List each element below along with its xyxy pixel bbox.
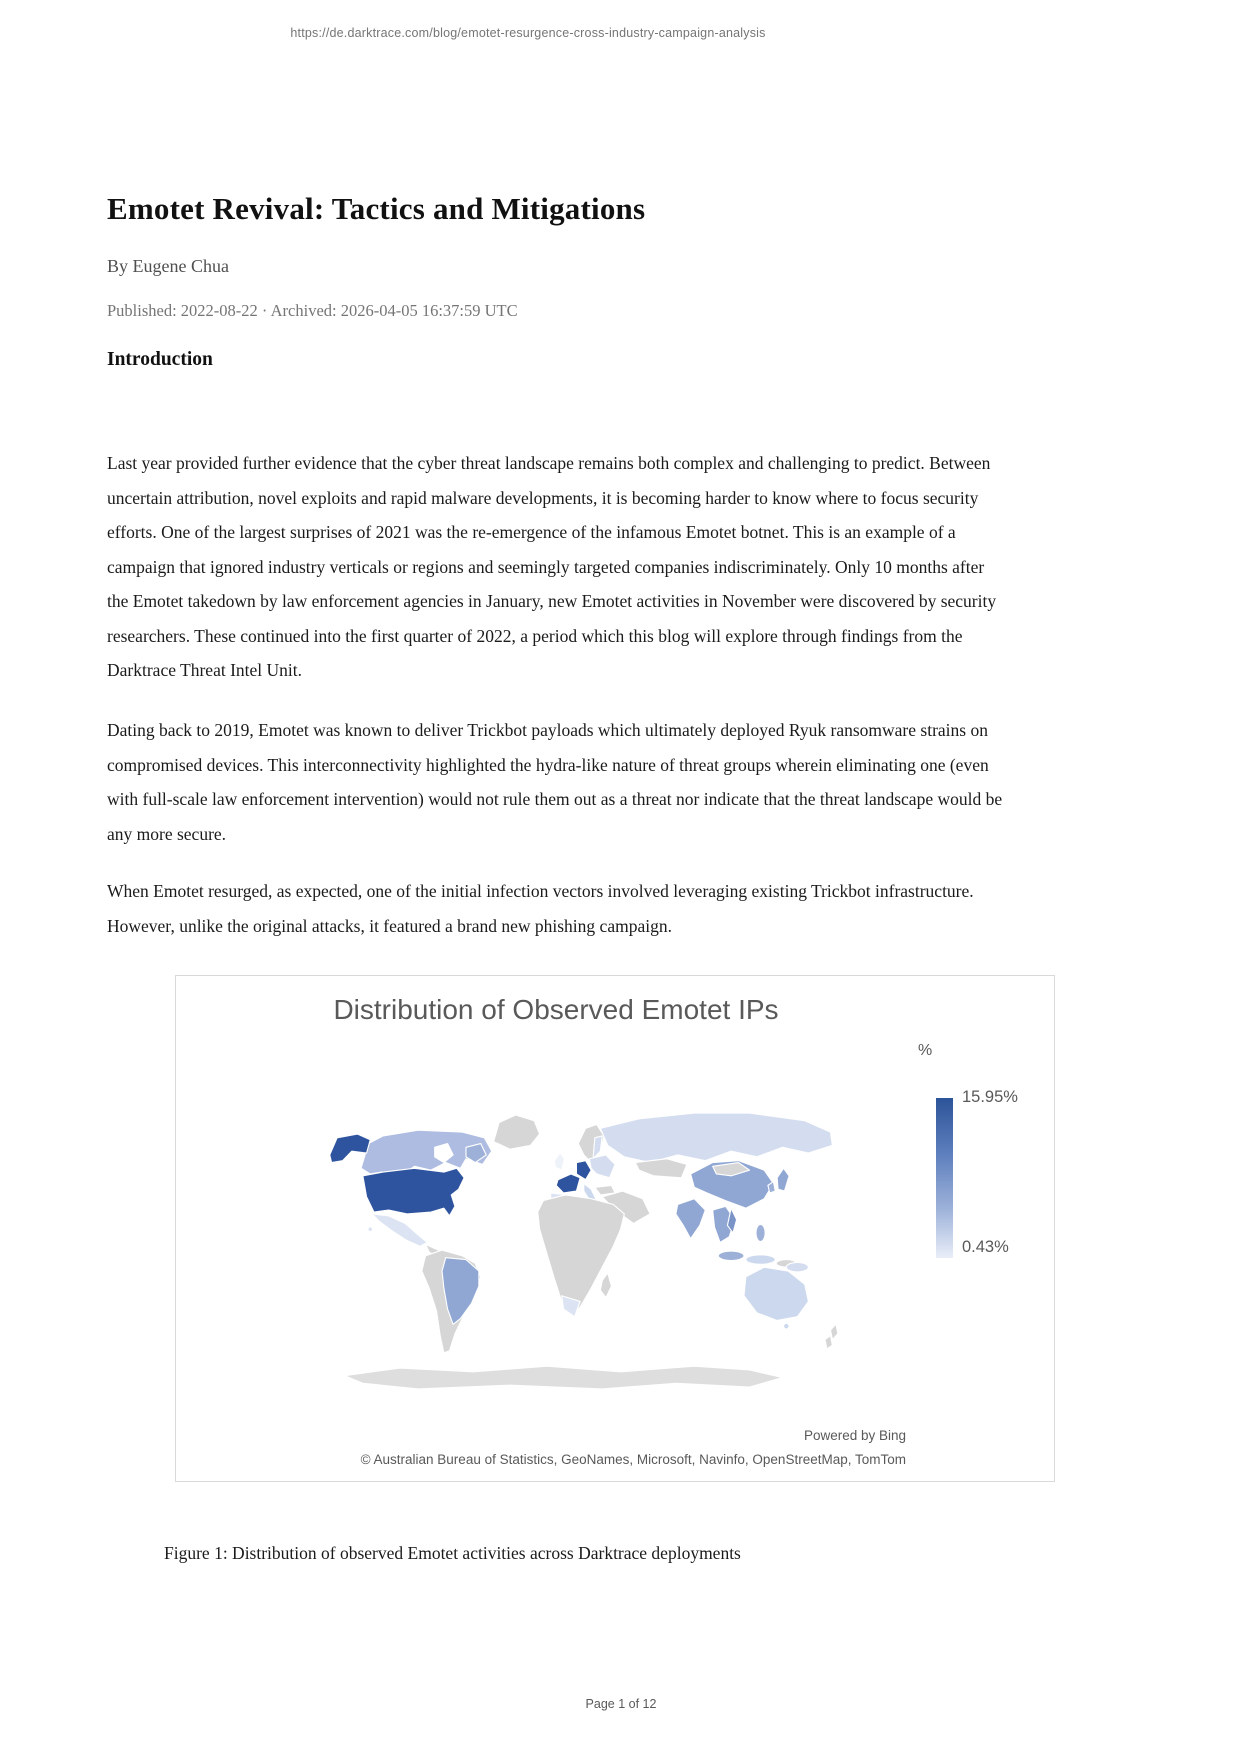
- map-powered-by-bing: Powered by Bing: [803, 1428, 906, 1443]
- print-header-url: https://de.darktrace.com/blog/emotet-resurgence-cross-industry-campaign-analysis: [290, 26, 766, 40]
- figure-emotet-ip-map: [175, 975, 1055, 1482]
- map-region-russia: [600, 1113, 832, 1162]
- map-region-uk: [554, 1153, 564, 1170]
- legend-min-label: 0.43%: [962, 1238, 1009, 1256]
- map-region-hawaii: [368, 1227, 373, 1232]
- map-region-new-zealand-south: [825, 1336, 832, 1349]
- map-region-usa: [363, 1168, 464, 1216]
- legend-max-label: 15.95%: [962, 1088, 1018, 1106]
- map-region-africa: [538, 1195, 625, 1315]
- map-region-new-guinea: [786, 1262, 808, 1272]
- body-paragraph-3: When Emotet resurged, as expected, one of the initial infection vectors involved leveraging existing Trickbot infrastructure. However, unlike the original attacks, it featured a brand new phishing campaign.: [107, 881, 974, 936]
- print-footer-page-number: Page 1 of 12: [585, 1697, 657, 1711]
- body-paragraph-1: Last year provided further evidence that the cyber threat landscape remains both complex and challenging to predict. Between uncertain attribution, novel exploits and rapid malware developments, it is becoming harder to know where to focus security efforts. One of the largest surprises of 2021 was the re-emergence of the infamous Emotet botnet. This is an example of a campaign that ignored industry verticals or regions and seemingly targeted companies indiscriminately. Only 10 months after the Emotet takedown by law enforcement agencies in January, new Emotet activities in November were discovered by security researchers. These continued into the first quarter of 2022, a period which this blog will explore through findings from the Darktrace Threat Intel Unit.: [107, 453, 997, 680]
- map-region-philippines: [756, 1224, 765, 1241]
- published-archived-meta: Published: 2022-08-22 · Archived: 2026-04-05 16:37:59 UTC: [107, 301, 518, 320]
- world-choropleth-map: [234, 1056, 906, 1408]
- legend-gradient-bar: [936, 1098, 953, 1258]
- map-region-central-asia: [635, 1159, 687, 1178]
- map-region-france: [556, 1174, 580, 1193]
- figure-caption: Figure 1: Distribution of observed Emotet activities across Darktrace deployments: [164, 1543, 741, 1563]
- map-region-antarctica: [344, 1366, 782, 1389]
- author-byline: By Eugene Chua: [107, 256, 229, 276]
- map-region-eastern-europe: [589, 1155, 615, 1178]
- map-copyright-attribution: © Australian Bureau of Statistics, GeoNames, Microsoft, Navinfo, OpenStreetMap, TomTom: [360, 1452, 906, 1467]
- map-region-madagascar: [600, 1273, 611, 1298]
- page-title: Emotet Revival: Tactics and Mitigations: [107, 191, 646, 226]
- map-region-mexico: [372, 1214, 427, 1246]
- map-region-malaysia: [718, 1251, 744, 1261]
- body-paragraph-2: Dating back to 2019, Emotet was known to deliver Trickbot payloads which ultimately deployed Ryuk ransomware strains on compromised devices. This interconnectivity highlighted the hydra-like nature of threat groups wherein eliminating one (even with full-scale law enforcement intervention) would not rule them out as a threat nor indicate that the threat landscape would be any more secure.: [107, 720, 1003, 844]
- chart-title: Distribution of Observed Emotet IPs: [333, 994, 779, 1025]
- map-region-new-zealand-north: [831, 1324, 838, 1339]
- map-region-australia: [744, 1267, 808, 1320]
- map-region-indonesia: [746, 1255, 775, 1265]
- map-region-tasmania: [784, 1323, 790, 1329]
- legend-unit-label: %: [918, 1042, 933, 1059]
- map-region-greenland: [494, 1115, 540, 1149]
- map-region-japan: [777, 1168, 789, 1191]
- section-heading-introduction: Introduction: [107, 349, 213, 370]
- map-region-india: [676, 1199, 705, 1239]
